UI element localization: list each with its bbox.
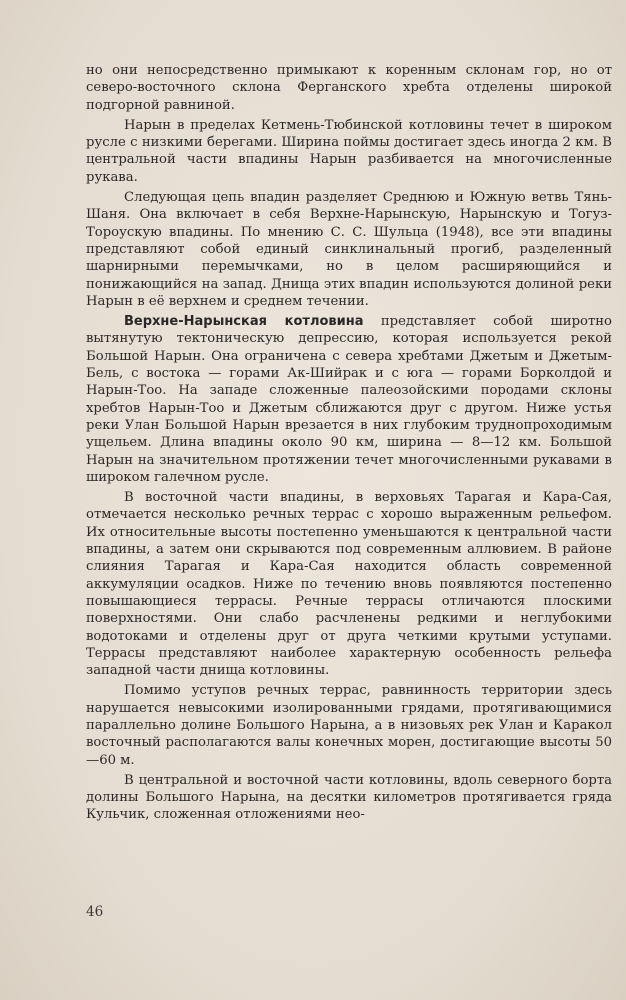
section-heading: Верхне-Нарынская котловина [124, 314, 364, 330]
section-heading-text: представляет собой широтно вытянутую тектоническую депрессию, которая используется рекой Большой Нарын. Она ограничена с севера хребтами Джетым и Джетым-Бель, с востока — горами Ак-Шийрак и с юга — горами Борколдой и Нарын-Тоо. На западе сложенные палеозойскими породами склоны хребтов Нарын-Тоо и Джетым сближаются друг с другом. Ниже устья реки Улан Большой Нарын врезается в них глубоким труднопроходимым ущельем. Длина впадины около 90 км, ширина — 8—12 км. Большой Нарын на значительном протяжении течет многочисленными рукавами в широком галечном русле. [86, 314, 612, 485]
paragraph-kulchik: В центральной и восточной части котловины, вдоль северного борта долины Большого Нарына, на десятки километров протягивается гряда Кульчик, сложенная отложениями нео- [86, 772, 612, 823]
body-text [86, 62, 612, 827]
paragraph-terraces: В восточной части впадины, в верховьях Тарагая и Кара-Сая, отмечается несколько речных террас с хорошо выраженным рельефом. Их относительные высоты постепенно уменьшаются к центральной части впадины, а затем они скрываются под современным аллювием. В районе слияния Тарагая и Кара-Сая находится область современной аккумуляции осадков. Ниже по течению вновь появляются постепенно повышающиеся террасы. Речные террасы отличаются плоскими поверхностями. Они слабо расчленены редкими и неглубокими водотоками и отделены друг от друга четкими крутыми уступами. Террасы представляют наиболее характерную особенность рельефа западной части днища котловины. [86, 490, 612, 679]
paragraph-next-basins: Следующая цепь впадин разделяет Среднюю и Южную ветвь Тянь-Шаня. Она включает в себя Верхне-Нарынскую, Нарынскую и Тогуз-Тороускую впадины. По мнению С. С. Шульца (1948), все эти впадины представляют собой единый синклинальный прогиб, разделенный шарнирными перемычками, но в целом расширяющийся и понижающийся на запад. Днища этих впадин используются долиной реки Нарын в её верхнем и среднем течении. [86, 190, 612, 309]
paragraph-upper-naryn [86, 313, 612, 486]
page-number: 46 [86, 904, 104, 920]
paragraph-naryn-ketmen-tyube: Нарын в пределах Кетмень-Тюбинской котловины течет в широком русле с низкими берегами. Ширина поймы достигает здесь иногда 2 км. В центральной части впадины Нарын разбивается на многочисленные рукава. [86, 117, 612, 185]
paragraph-ridges: Помимо уступов речных террас, равнинность территории здесь нарушается невысокими изолированными грядами, протягивающимися параллельно долине Большого Нарына, а в низовьях рек Улан и Каракол восточный располагаются валы конечных морен, достигающие высоты 50—60 м. [86, 683, 612, 768]
paragraph-continued: но они непосредственно примыкают к коренным склонам гор, но от северо-восточного склона Ферганского хребта отделены широкой подгорной равниной. [86, 63, 612, 113]
